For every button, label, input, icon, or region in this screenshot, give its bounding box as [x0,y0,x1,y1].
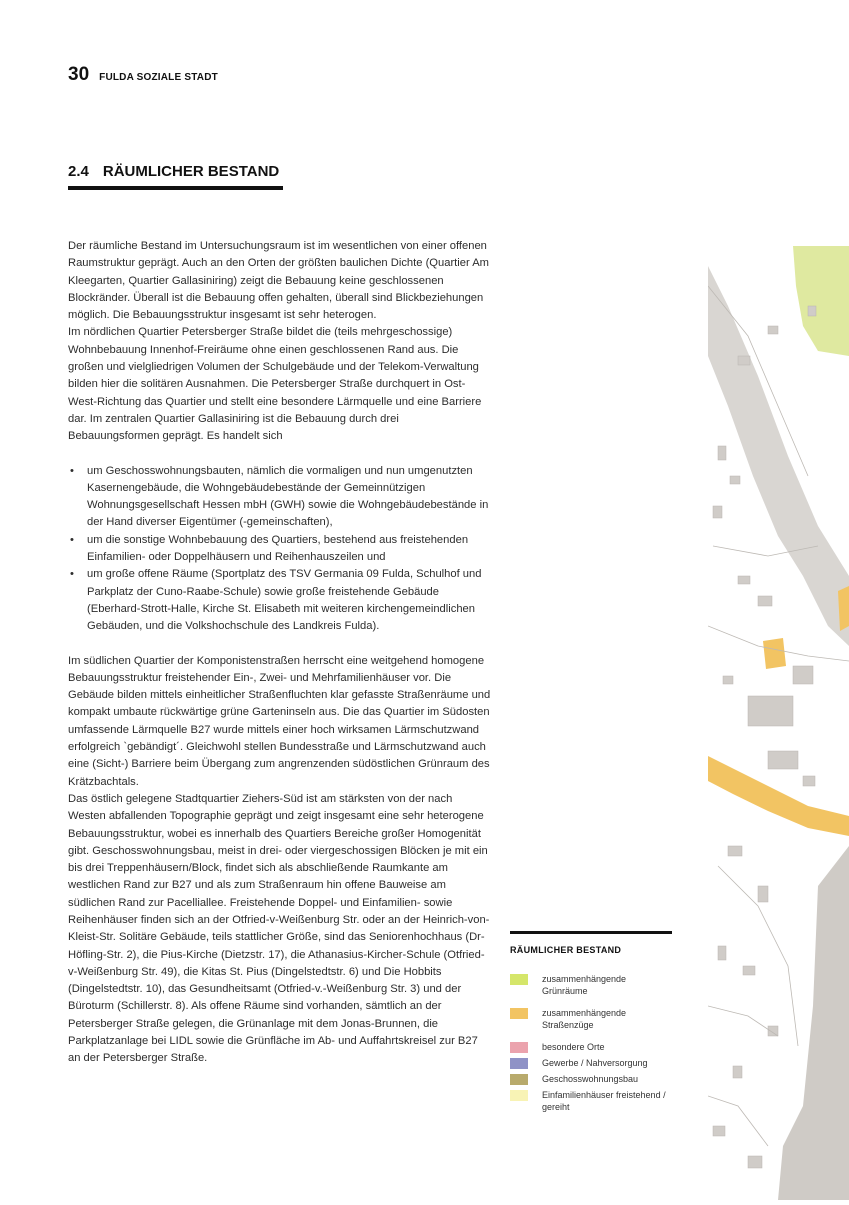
running-title: FULDA SOZIALE STADT [99,72,218,83]
paragraph-ziehers-sued: Das östlich gelegene Stadtquartier Ziehers-Süd ist am stärksten von der nach Westen abfallenden Topographie geprägt und zeigt insgesamt eine sehr heterogene Bebauungsstruktur, wobei es innerhalb des Quartiers Bereiche großer Homogenität gibt. Geschosswohnungsbau, meist in drei- oder viergeschossigen Blöcken je mit ein bis drei Treppenhäusern/Block, findet sich als abschließende Raumkante am westlichen Rand zur B27 und als zum Straßenraum hin offene Bauweise am südlichen Rand zur Pacelliallee. Freistehende Doppel- und Einfamilien- sowie Reihenhäuser finden sich an der Otfried-v-Weißenburg Str. oder an der Heinrich-von-Kleist-Str. Solitäre Gebäude, teils stattlicher Größe, sind das Seniorenhochhaus (Dr-Höfling-Str. 2), die Pius-Kirche (Dietzstr. 17), die Athanasius-Kircher-Schule (Otfried-v-Weißenburg Str. 49), die Kitas St. Pius (Dingelstedtstr. 6) und Die Hobbits (Dingelstedtstr. 10), das Gesundheitsamt (Otfried-v.-Weißenburg Str. 3) und der Büroturm (Schillerstr. 8). Als offene Räume sind vorhanden, sämtlich an der Petersberger Straße gelegen, die Grünanlage mit dem Jonas-Brunnen, die Parkplatzanlage bei LIDL sowie die Grünfläche im Ab- und Auffahrtskreisel zur B27 an der Petersberger Straße. [68,792,490,1065]
legend-label: besondere Orte [542,1042,605,1052]
paragraph-komponisten: Im südlichen Quartier der Komponistenstraßen herrscht eine weitgehend homogene Bebauungsstruktur freistehender Ein-, Zwei- und Mehrfamilienhäuser vor. Die Gebäude bilden mittels einheitlicher Straßenfluchten klar gefasste Straßenräume und kompakt umbaute rückwärtige grüne Garteninseln aus. Die das Quartier im Südosten umfassende Lärmquelle B27 wurde mittels einer hoch wirksamen Lärmschutzwand erfolgreich `gebändigt´. Gleichwohl stellen Bundesstraße und Lärmschutzwand auch eine (Sicht-) Barriere beim Übergang zum angrenzenden südöstlichen Grünraum des Krätzbachtals. [68,654,491,788]
bullet-item: • um große offene Räume (Sportplatz des TSV Germania 09 Fulda, Schulhof und Parkplatz der Cuno-Raabe-Schule) sowie große freistehende Gebäude (Eberhard-Strott-Halle, Kirche St. Elisabeth mit weiteren kirchengemeindlichen Gebäuden, und die Volkshochschule des Landkreis Fulda). [68,566,492,635]
map-excerpt [708,246,849,1200]
legend-swatch [510,974,528,985]
legend-swatch [510,1090,528,1101]
legend-label: zusammenhängende Straßenzüge [542,1008,627,1030]
page-header [68,64,218,86]
legend-swatch [510,1008,528,1019]
body-text [68,238,492,1068]
section-title: RÄUMLICHER BESTAND [102,163,280,180]
heading-underline [68,186,283,190]
bullet-item: • um die sonstige Wohnbebauung des Quartiers, bestehend aus freistehenden Einfamilien- oder Doppelhäusern und Reihenhauszeilen und [68,532,492,567]
legend-item [510,1057,672,1073]
legend-label: Gewerbe / Nahversorgung [542,1058,648,1068]
legend-item [510,1041,672,1057]
legend-item [510,1073,672,1089]
legend-label: Geschosswohnungsbau [542,1074,639,1084]
paragraph-intro: Der räumliche Bestand im Untersuchungsraum ist im wesentlichen von einer offenen Raumstruktur geprägt. Auch an den Orten der größten baulichen Dichte (Quartier Am Kleegarten, Quartier Gallasiniring) zeigt die Bebauung keine geschlossenen Blockränder. Überall ist die Bebauung offen gehalten, überall sind Blickbeziehungen möglich. Die Bebauungsstruktur insgesamt ist sehr heterogen. [68,240,489,322]
legend-label: zusammenhängende Grünräume [542,974,627,996]
legend-swatch [510,1074,528,1085]
legend-item [510,973,672,1007]
section-number: 2.4 [68,163,89,180]
bullet-item: • um Geschosswohnungsbauten, nämlich die vormaligen und nun umgenutzten Kasernengebäude, die Wohngebäudebestände der Gemeinnützigen Wohnungsgesellschaft Hessen mbH (GWH) sowie die Wohngebäudebestände in der Hand diverser Eigentümer (-gemeinschaften), [68,463,492,532]
map-legend [510,931,672,1123]
paragraph-petersberger: Im nördlichen Quartier Petersberger Straße bildet die (teils mehrgeschossige) Wohnbebauung Innenhof-Freiräume ohne einen geschlossenen Rand aus. Die großen und vielgliedrigen Volumen der Schulgebäude und der Telekom-Verwaltung bilden hier die solitären Ausnahmen. Die Petersberger Straße durchquert in Ost-West-Richtung das Quartier und stellt eine besondere Lärmquelle und eine Barriere dar. Im zentralen Quartier Gallasiniring ist die Bebauung durch drei Bebauungsformen geprägt. Es handelt sich [68,326,482,443]
map-street-band [763,638,786,669]
legend-label: Einfamilienhäuser freistehend / gereiht [542,1090,666,1112]
legend-rule [510,931,672,934]
map-svg [708,246,849,1200]
section-heading [68,163,283,190]
page-number: 30 [68,64,90,85]
legend-item [510,1007,672,1041]
legend-title: RÄUMLICHER BESTAND [510,945,622,955]
legend-item [510,1089,672,1123]
legend-swatch [510,1058,528,1069]
legend-swatch [510,1042,528,1053]
bullet-list [68,463,492,636]
